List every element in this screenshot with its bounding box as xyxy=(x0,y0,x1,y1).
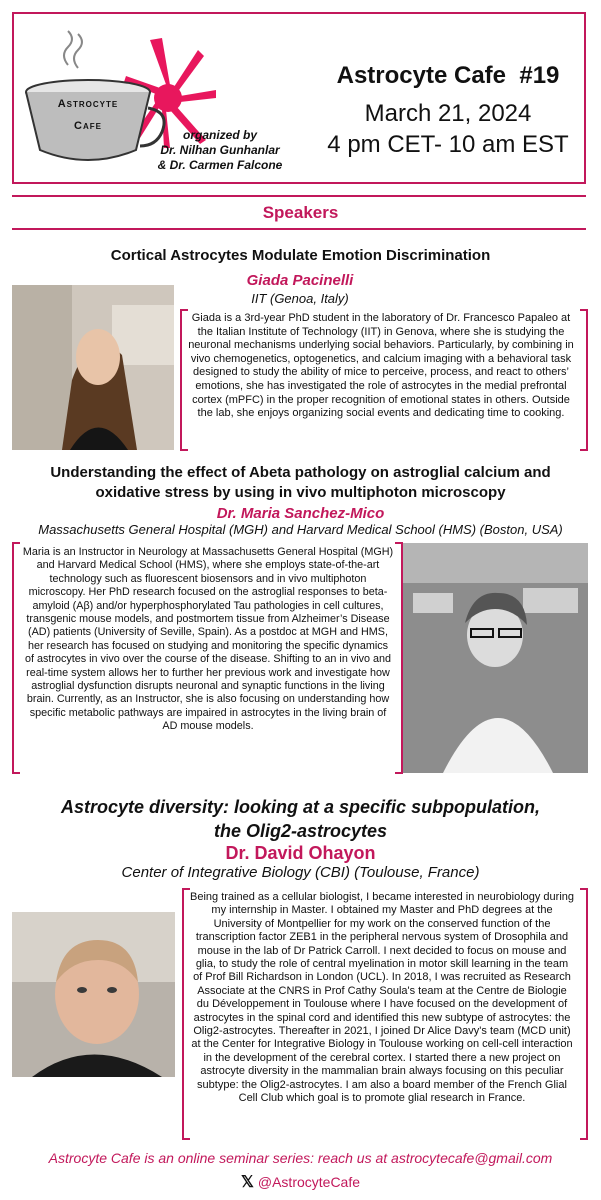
speaker2-bracket-left xyxy=(12,542,20,774)
x-handle-text: @AstrocyteCafe xyxy=(257,1174,361,1190)
logo-text-line1: Astrocyte xyxy=(57,98,119,110)
speaker2-name: Dr. Maria Sanchez-Mico xyxy=(216,505,385,522)
speaker3-talk-title-line2: the Olig2-astrocytes xyxy=(213,821,388,841)
speaker1-talk-title: Cortical Astrocytes Modulate Emotion Discrimination xyxy=(110,247,491,264)
footer-text: Astrocyte Cafe is an online seminar series: reach us at astrocytecafe@gmail.com xyxy=(48,1150,553,1166)
speaker3-talk-title-line1: Astrocyte diversity: looking at a specific subpopulation, xyxy=(60,797,541,817)
event-time: 4 pm CET- 10 am EST xyxy=(327,131,569,158)
speaker1-bracket-right xyxy=(580,309,588,451)
speaker2-bracket-right xyxy=(395,542,403,774)
speaker2-photo xyxy=(403,543,588,773)
event-date: March 21, 2024 xyxy=(364,100,532,127)
speaker3-name: Dr. David Ohayon xyxy=(225,843,376,863)
divider-bottom xyxy=(12,228,586,230)
event-title: Astrocyte Cafe #19 xyxy=(336,62,560,89)
speaker1-institution: IIT (Genoa, Italy) xyxy=(251,291,349,306)
speaker3-photo xyxy=(12,912,175,1077)
speaker1-photo xyxy=(12,285,174,450)
logo-text xyxy=(28,93,148,137)
speaker2-bio: Maria is an Instructor in Neurology at Massachusetts General Hospital (MGH) and Harvard Medical School (HMS), where she employs state-of-the-art technology such as fluorescent biosensors and in vivo multiphoton microscopy. Her PhD research focused on the astroglial responses to beta-amyloid (Aβ) and/or hyperphosphorylated Tau pathologies in cell cultures, transgenic mouse models, and postmortem tissue from Alzheimer’s Disease (AD) patients (University of Seville, Spain). As a postdoc at MGH and HMS, her research has focused on studying and monitoring the specific dynamics of astrocytes in vivo over the course of the disease. Shifting to an in vivo and real-time system allows her to further her previous work and investigate how astroglial dysfunction disrupts neuronal and synaptic functions in the living brain. Currently, as an Instructor, she is also focusing on understanding how specific metabolic pathways are impaired in astrocytes in the living brain of AD mouse models. xyxy=(22,546,394,733)
organizers xyxy=(150,128,290,173)
speaker3-institution: Center of Integrative Biology (CBI) (Toulouse, France) xyxy=(121,864,480,881)
speaker3-bracket-right xyxy=(580,888,588,1140)
x-logo-icon: 𝕏 xyxy=(240,1174,254,1191)
organizer-1: Dr. Nilhan Gunhanlar xyxy=(160,143,280,157)
section-title: Speakers xyxy=(262,203,339,222)
speaker3-bio: Being trained as a cellular biologist, I became interested in neurobiology during my internship in Master. I obtained my Master and PhD degrees at the University of Montpellier for my work on the conserved function of the transcription factor ZEB1 in the peripheral nervous system of Drosophila and mouse in the lab of Dr Patrick Carroll. I next decided to focus on mouse and glia, to study the role of central myelination in motor skill learning in the team of Prof Bill Richardson in London (UCL). In 2018, I was recruited as Research Associate at the CNRS in Prof Cathy Soula's team at the Centre de Biologie du Développement in Toulouse where I have focused on the development of astrocytes in the spinal cord and identified this new subtype of astrocytes: the Olig2-astrocytes. Thereafter in 2021, I joined Dr Alice Davy's team (MCD unit) at the Center for Integrative Biology in Toulouse working on cell-cell interaction in the development of the cerebral cortex. I started there a new project on astrocyte diversity in the mammalian brain always focusing on this peculiar subtype: the Olig2-astrocytes. I am also a board member of the French Glial Cell Club which goal is to promote glial research in France. xyxy=(190,891,575,1105)
logo-text-line2: Cafe xyxy=(74,120,102,132)
organizer-2: & Dr. Carmen Falcone xyxy=(157,158,283,172)
speaker2-institution: Massachusetts General Hospital (MGH) and Harvard Medical School (HMS) (Boston, USA) xyxy=(38,522,563,537)
speaker2-talk-title-line1: Understanding the effect of Abeta pathology on astroglial calcium and xyxy=(50,464,551,481)
speaker1-bio: Giada is a 3rd-year PhD student in the laboratory of Dr. Francesco Papaleo at the Italian Institute of Technology (IIT) in Genova, where she is studying the neuronal mechanisms underlying social behaviors. Particularly, by combining in vivo chemogenetics, optogenetics, and calcium imaging with a behavioral task designed to study the ability of mice to perceive, process, and react to others’ emotions, she has investigated the role of astrocytes in the medial prefrontal cortex (mPFC) in the proper recognition of emotional states in others. Outside the lab, she enjoys organizing social events and dedicating time to cooking. xyxy=(188,312,574,420)
divider-top xyxy=(12,195,586,197)
speaker3-talk-title xyxy=(0,795,601,843)
speaker2-talk-title-line2: oxidative stress by using in vivo multiphoton microscopy xyxy=(95,484,506,501)
organized-by-label: organized by xyxy=(182,128,257,142)
x-handle[interactable] xyxy=(0,1172,601,1192)
speaker2-talk-title xyxy=(0,463,601,503)
speaker1-name: Giada Pacinelli xyxy=(246,272,354,289)
speaker3-bracket-left xyxy=(182,888,190,1140)
